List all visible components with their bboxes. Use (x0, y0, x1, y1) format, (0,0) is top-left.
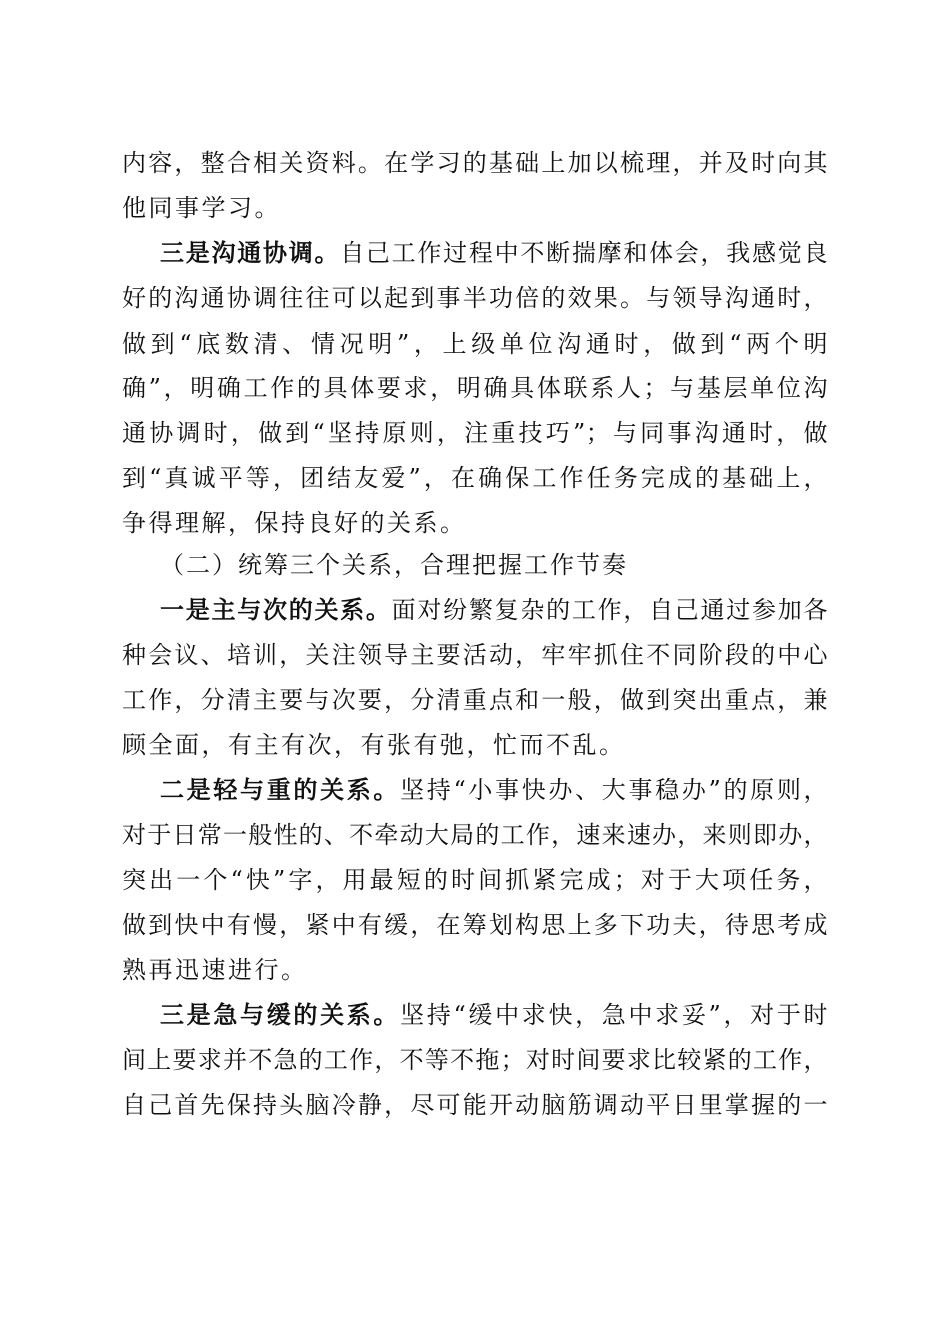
paragraph-text: 坚持“小事快办、大事稳办”的原则， (400, 776, 828, 804)
paragraph-first-line (160, 238, 828, 268)
paragraph-text: 自己工作过程中不断揣摩和体会，我感觉良 (340, 239, 829, 267)
paragraph-text: 面对纷繁复杂的工作，自己通过参加各 (391, 596, 829, 624)
paragraph-first-line (160, 595, 828, 625)
paragraph-line: 自己首先保持头脑冷静，尽可能开动脑筋调动平日里掌握的一 (122, 1091, 828, 1119)
paragraph-lead: 二是轻与重的关系。 (160, 775, 401, 804)
paragraph-first-line (160, 775, 828, 805)
paragraph-line: 他同事学习。 (122, 194, 281, 222)
paragraph-lead: 三是沟通协调。 (160, 238, 341, 267)
paragraph-line: 通协调时，做到“坚持原则，注重技巧”；与同事沟通时，做 (122, 419, 828, 447)
paragraph-line: 做到快中有慢，紧中有缓，在筹划构思上多下功夫，待思考成 (122, 911, 828, 939)
paragraph-line: 对于日常一般性的、不牵动大局的工作，速来速办，来则即办， (122, 821, 828, 849)
paragraph-line: 做到“底数清、情况明”，上级单位沟通时，做到“两个明 (122, 330, 828, 358)
paragraph-text: 坚持“缓中求快，急中求妥”，对于时 (400, 1001, 828, 1029)
paragraph-line: 好的沟通协调往往可以起到事半功倍的效果。与领导沟通时， (122, 284, 828, 312)
paragraph-line: 争得理解，保持良好的关系。 (122, 509, 467, 537)
paragraph-first-line (160, 1000, 828, 1030)
paragraph-line: 熟再迅速进行。 (122, 956, 308, 984)
paragraph-line: 顾全面，有主有次，有张有弛，忙而不乱。 (122, 731, 626, 759)
paragraph-line: 到“真诚平等，团结友爱”，在确保工作任务完成的基础上， (122, 464, 828, 492)
section-heading: （二）统筹三个关系，合理把握工作节奏 (160, 551, 628, 579)
paragraph-line: 工作，分清主要与次要，分清重点和一般，做到突出重点，兼 (122, 686, 828, 714)
paragraph-line: 突出一个“快”字，用最短的时间抓紧完成；对于大项任务， (122, 866, 828, 894)
paragraph-line: 确”，明确工作的具体要求，明确具体联系人；与基层单位沟 (122, 374, 828, 402)
paragraph-line: 种会议、培训，关注领导主要活动，牢牢抓住不同阶段的中心 (122, 641, 828, 669)
paragraph-line: 间上要求并不急的工作，不等不拖；对时间要求比较紧的工作， (122, 1046, 828, 1074)
paragraph-lead: 三是急与缓的关系。 (160, 1000, 401, 1029)
paragraph-line: 内容，整合相关资料。在学习的基础上加以梳理，并及时向其 (122, 149, 828, 177)
paragraph-lead: 一是主与次的关系。 (160, 595, 392, 624)
